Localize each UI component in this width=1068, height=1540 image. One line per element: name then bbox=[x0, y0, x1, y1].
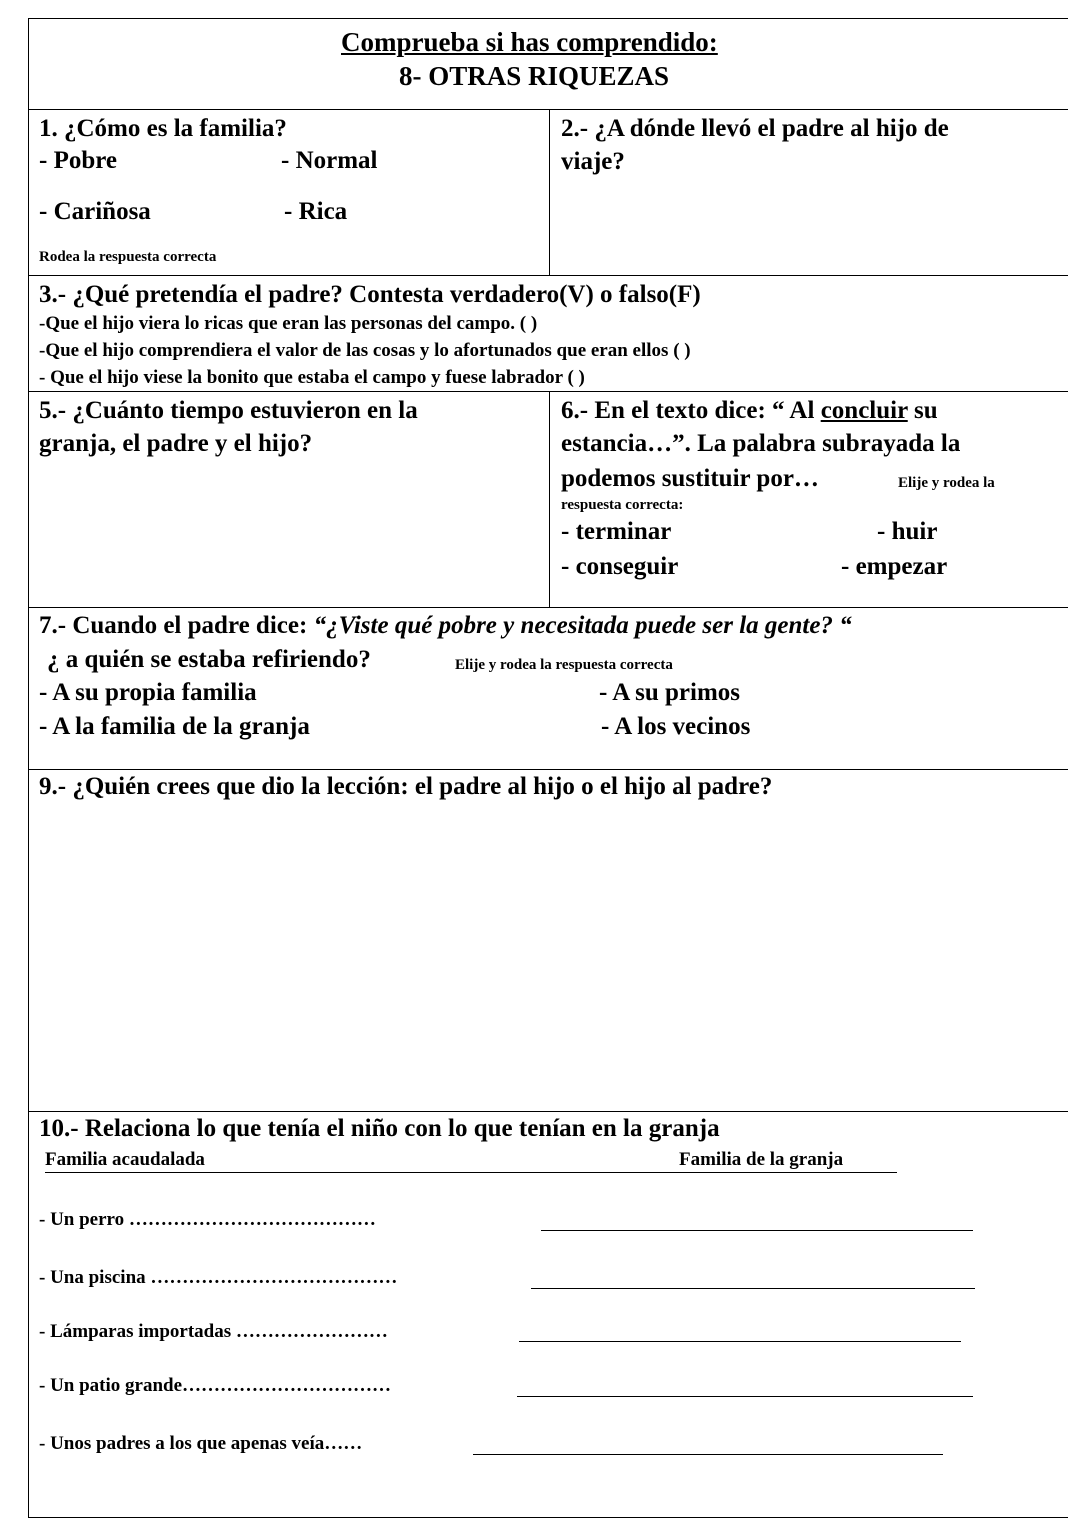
q10-question: 10.- Relaciona lo que tenía el niño con lo que tenían en la granja bbox=[39, 1115, 720, 1142]
q7-option-primos[interactable]: - A su primos bbox=[599, 679, 741, 706]
q10-header-underline bbox=[45, 1172, 897, 1173]
q3-item-3: - Que el hijo viese la bonito que estaba el campo y fuese labrador ( ) bbox=[39, 367, 585, 388]
divider-q7 bbox=[29, 769, 1068, 770]
q6-option-huir[interactable]: - huir bbox=[877, 518, 938, 545]
q1-option-rica[interactable]: - Rica bbox=[284, 198, 348, 225]
q6-question-line2: estancia…”. La palabra subrayada la bbox=[561, 430, 961, 457]
worksheet-subtitle: 8- OTRAS RIQUEZAS bbox=[399, 61, 670, 91]
q6-question-line1 bbox=[561, 397, 938, 425]
q6-line1-pre: 6.- En el texto dice: “ Al bbox=[561, 397, 821, 424]
q10-answer-line-lamparas[interactable] bbox=[519, 1341, 961, 1342]
divider-q2 bbox=[29, 275, 1068, 276]
q10-col-left-label: Familia acaudalada bbox=[45, 1149, 205, 1170]
q10-item-piscina: - Una piscina ………………………………… bbox=[39, 1267, 398, 1288]
q9-question: 9.- ¿Quién crees que dio la lección: el padre al hijo o el hijo al padre? bbox=[39, 773, 773, 800]
q5-question-line2: granja, el padre y el hijo? bbox=[39, 430, 313, 457]
divider-q1-q2 bbox=[549, 109, 550, 275]
q3-item-1: -Que el hijo viera lo ricas que eran las personas del campo. ( ) bbox=[39, 313, 538, 334]
divider-q6 bbox=[29, 607, 1068, 608]
q10-answer-line-piscina[interactable] bbox=[531, 1288, 975, 1289]
q10-answer-line-patio[interactable] bbox=[517, 1396, 973, 1397]
q7-question-line2: ¿ a quién se estaba refiriendo? bbox=[47, 646, 371, 673]
divider-q5-q6 bbox=[549, 391, 550, 607]
divider-q9 bbox=[29, 1111, 1068, 1112]
q9-answer-area[interactable] bbox=[29, 809, 1068, 1109]
q7-question-line1 bbox=[39, 612, 852, 640]
q10-answer-line-perro[interactable] bbox=[541, 1230, 973, 1231]
worksheet bbox=[28, 18, 1068, 1518]
q7-option-propia-familia[interactable]: - A su propia familia bbox=[39, 679, 257, 706]
q7-quote: “¿Viste qué pobre y necesitada puede ser la gente? “ bbox=[313, 612, 852, 639]
q2-question-line2: viaje? bbox=[561, 148, 625, 175]
q10-item-lamparas: - Lámparas importadas …………………… bbox=[39, 1321, 388, 1342]
q10-answer-line-padres[interactable] bbox=[473, 1454, 943, 1455]
q10-item-padres: - Unos padres a los que apenas veía…… bbox=[39, 1433, 363, 1454]
q10-item-patio: - Un patio grande…………………………… bbox=[39, 1375, 392, 1396]
q1-option-normal[interactable]: - Normal bbox=[281, 147, 378, 174]
q3-question: 3.- ¿Qué pretendía el padre? Contesta verdadero(V) o falso(F) bbox=[39, 281, 701, 308]
q6-option-terminar[interactable]: - terminar bbox=[561, 518, 672, 545]
q6-underlined-word: concluir bbox=[820, 397, 908, 424]
q6-line1-post: su bbox=[907, 397, 938, 424]
q10-col-right-label: Familia de la granja bbox=[679, 1149, 844, 1170]
worksheet-title: Comprueba si has comprendido: bbox=[341, 27, 718, 57]
q5-question-line1: 5.- ¿Cuánto tiempo estuvieron en la bbox=[39, 397, 418, 424]
q1-question: 1. ¿Cómo es la familia? bbox=[39, 115, 287, 142]
q6-option-conseguir[interactable]: - conseguir bbox=[561, 553, 679, 580]
q7-option-vecinos[interactable]: - A los vecinos bbox=[601, 713, 751, 740]
q10-item-perro: - Un perro ………………………………… bbox=[39, 1209, 376, 1230]
q1-instruction: Rodea la respuesta correcta bbox=[39, 249, 217, 265]
q6-instruction-a: Elije y rodea la bbox=[898, 475, 995, 491]
q7-option-familia-granja[interactable]: - A la familia de la granja bbox=[39, 713, 310, 740]
q2-question-line1: 2.- ¿A dónde llevó el padre al hijo de bbox=[561, 115, 949, 142]
q6-question-line3: podemos sustituir por… bbox=[561, 465, 819, 492]
q6-instruction-b: respuesta correcta: bbox=[561, 497, 684, 513]
q6-option-empezar[interactable]: - empezar bbox=[841, 553, 948, 580]
q7-line1-pre: 7.- Cuando el padre dice: bbox=[39, 612, 314, 639]
q1-option-pobre[interactable]: - Pobre bbox=[39, 147, 117, 174]
q1-option-carinosa[interactable]: - Cariñosa bbox=[39, 198, 151, 225]
q7-instruction: Elije y rodea la respuesta correcta bbox=[455, 657, 673, 673]
q3-item-2: -Que el hijo comprendiera el valor de las cosas y lo afortunados que eran ellos ( ) bbox=[39, 340, 691, 361]
